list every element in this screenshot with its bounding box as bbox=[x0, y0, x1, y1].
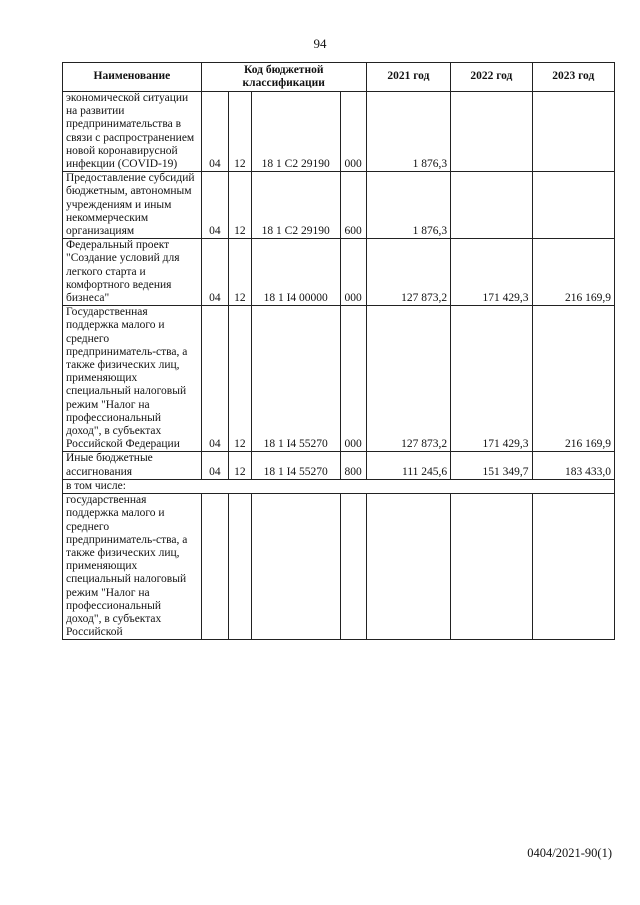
table-row bbox=[63, 92, 615, 172]
row-2023 bbox=[532, 172, 614, 239]
row-name: государственная поддержка малого и среднего предприниматель-ства, а также физических лиц, применяющих специальный налоговый режим "Налог на профессиональный доход", в субъектах Российской bbox=[63, 494, 202, 640]
row-section: 04 bbox=[201, 239, 228, 306]
row-2021: 1 876,3 bbox=[366, 172, 451, 239]
note-text: в том числе: bbox=[63, 479, 615, 493]
table-row bbox=[63, 452, 615, 479]
header-name: Наименование bbox=[63, 63, 202, 92]
row-name: Федеральный проект "Создание условий для легкого старта и комфортного ведения бизнеса" bbox=[63, 239, 202, 306]
table-row bbox=[63, 306, 615, 452]
row-section: 04 bbox=[201, 92, 228, 172]
table-row bbox=[63, 172, 615, 239]
row-2022 bbox=[451, 494, 532, 640]
table-header-row bbox=[63, 63, 615, 92]
table-row bbox=[63, 494, 615, 640]
row-2023: 183 433,0 bbox=[532, 452, 614, 479]
row-2023 bbox=[532, 494, 614, 640]
header-code: Код бюджетной классификации bbox=[201, 63, 366, 92]
row-2021 bbox=[366, 494, 451, 640]
row-name: экономической ситуации на развитии предпринимательства в связи с распространением новой коронавирусной инфекции (COVID-19) bbox=[63, 92, 202, 172]
budget-table bbox=[62, 62, 615, 640]
row-subsection: 12 bbox=[228, 306, 251, 452]
row-2022 bbox=[451, 92, 532, 172]
row-2023: 216 169,9 bbox=[532, 239, 614, 306]
row-target-code: 18 1 C2 29190 bbox=[251, 92, 340, 172]
row-2021: 111 245,6 bbox=[366, 452, 451, 479]
row-subsection: 12 bbox=[228, 172, 251, 239]
row-2023: 216 169,9 bbox=[532, 306, 614, 452]
row-subsection: 12 bbox=[228, 92, 251, 172]
row-target-code: 18 1 I4 00000 bbox=[251, 239, 340, 306]
row-2021: 127 873,2 bbox=[366, 239, 451, 306]
row-subsection bbox=[228, 494, 251, 640]
row-expense-type bbox=[340, 494, 366, 640]
table-row-note bbox=[63, 479, 615, 493]
row-section: 04 bbox=[201, 306, 228, 452]
row-2021: 127 873,2 bbox=[366, 306, 451, 452]
row-2021: 1 876,3 bbox=[366, 92, 451, 172]
page-number: 94 bbox=[313, 36, 327, 51]
row-expense-type: 000 bbox=[340, 239, 366, 306]
row-name: Иные бюджетные ассигнования bbox=[63, 452, 202, 479]
row-2022: 171 429,3 bbox=[451, 306, 532, 452]
row-name: Государственная поддержка малого и среднего предприниматель-ства, а также физических лиц, применяющих специальный налоговый режим "Налог на профессиональный доход", в субъектах Российской Федерации bbox=[63, 306, 202, 452]
row-2022 bbox=[451, 172, 532, 239]
row-target-code: 18 1 C2 29190 bbox=[251, 172, 340, 239]
row-target-code: 18 1 I4 55270 bbox=[251, 452, 340, 479]
document-code: 0404/2021-90(1) bbox=[527, 846, 612, 860]
row-name: Предоставление субсидий бюджетным, автономным учреждениям и иным некоммерческим организациям bbox=[63, 172, 202, 239]
row-expense-type: 000 bbox=[340, 92, 366, 172]
row-expense-type: 800 bbox=[340, 452, 366, 479]
row-expense-type: 600 bbox=[340, 172, 366, 239]
row-section: 04 bbox=[201, 452, 228, 479]
row-2023 bbox=[532, 92, 614, 172]
header-2022: 2022 год bbox=[451, 63, 532, 92]
row-expense-type: 000 bbox=[340, 306, 366, 452]
row-2022: 171 429,3 bbox=[451, 239, 532, 306]
header-2021: 2021 год bbox=[366, 63, 451, 92]
row-subsection: 12 bbox=[228, 452, 251, 479]
row-target-code bbox=[251, 494, 340, 640]
table-row bbox=[63, 239, 615, 306]
row-target-code: 18 1 I4 55270 bbox=[251, 306, 340, 452]
row-section: 04 bbox=[201, 172, 228, 239]
header-2023: 2023 год bbox=[532, 63, 614, 92]
row-subsection: 12 bbox=[228, 239, 251, 306]
row-2022: 151 349,7 bbox=[451, 452, 532, 479]
row-section bbox=[201, 494, 228, 640]
